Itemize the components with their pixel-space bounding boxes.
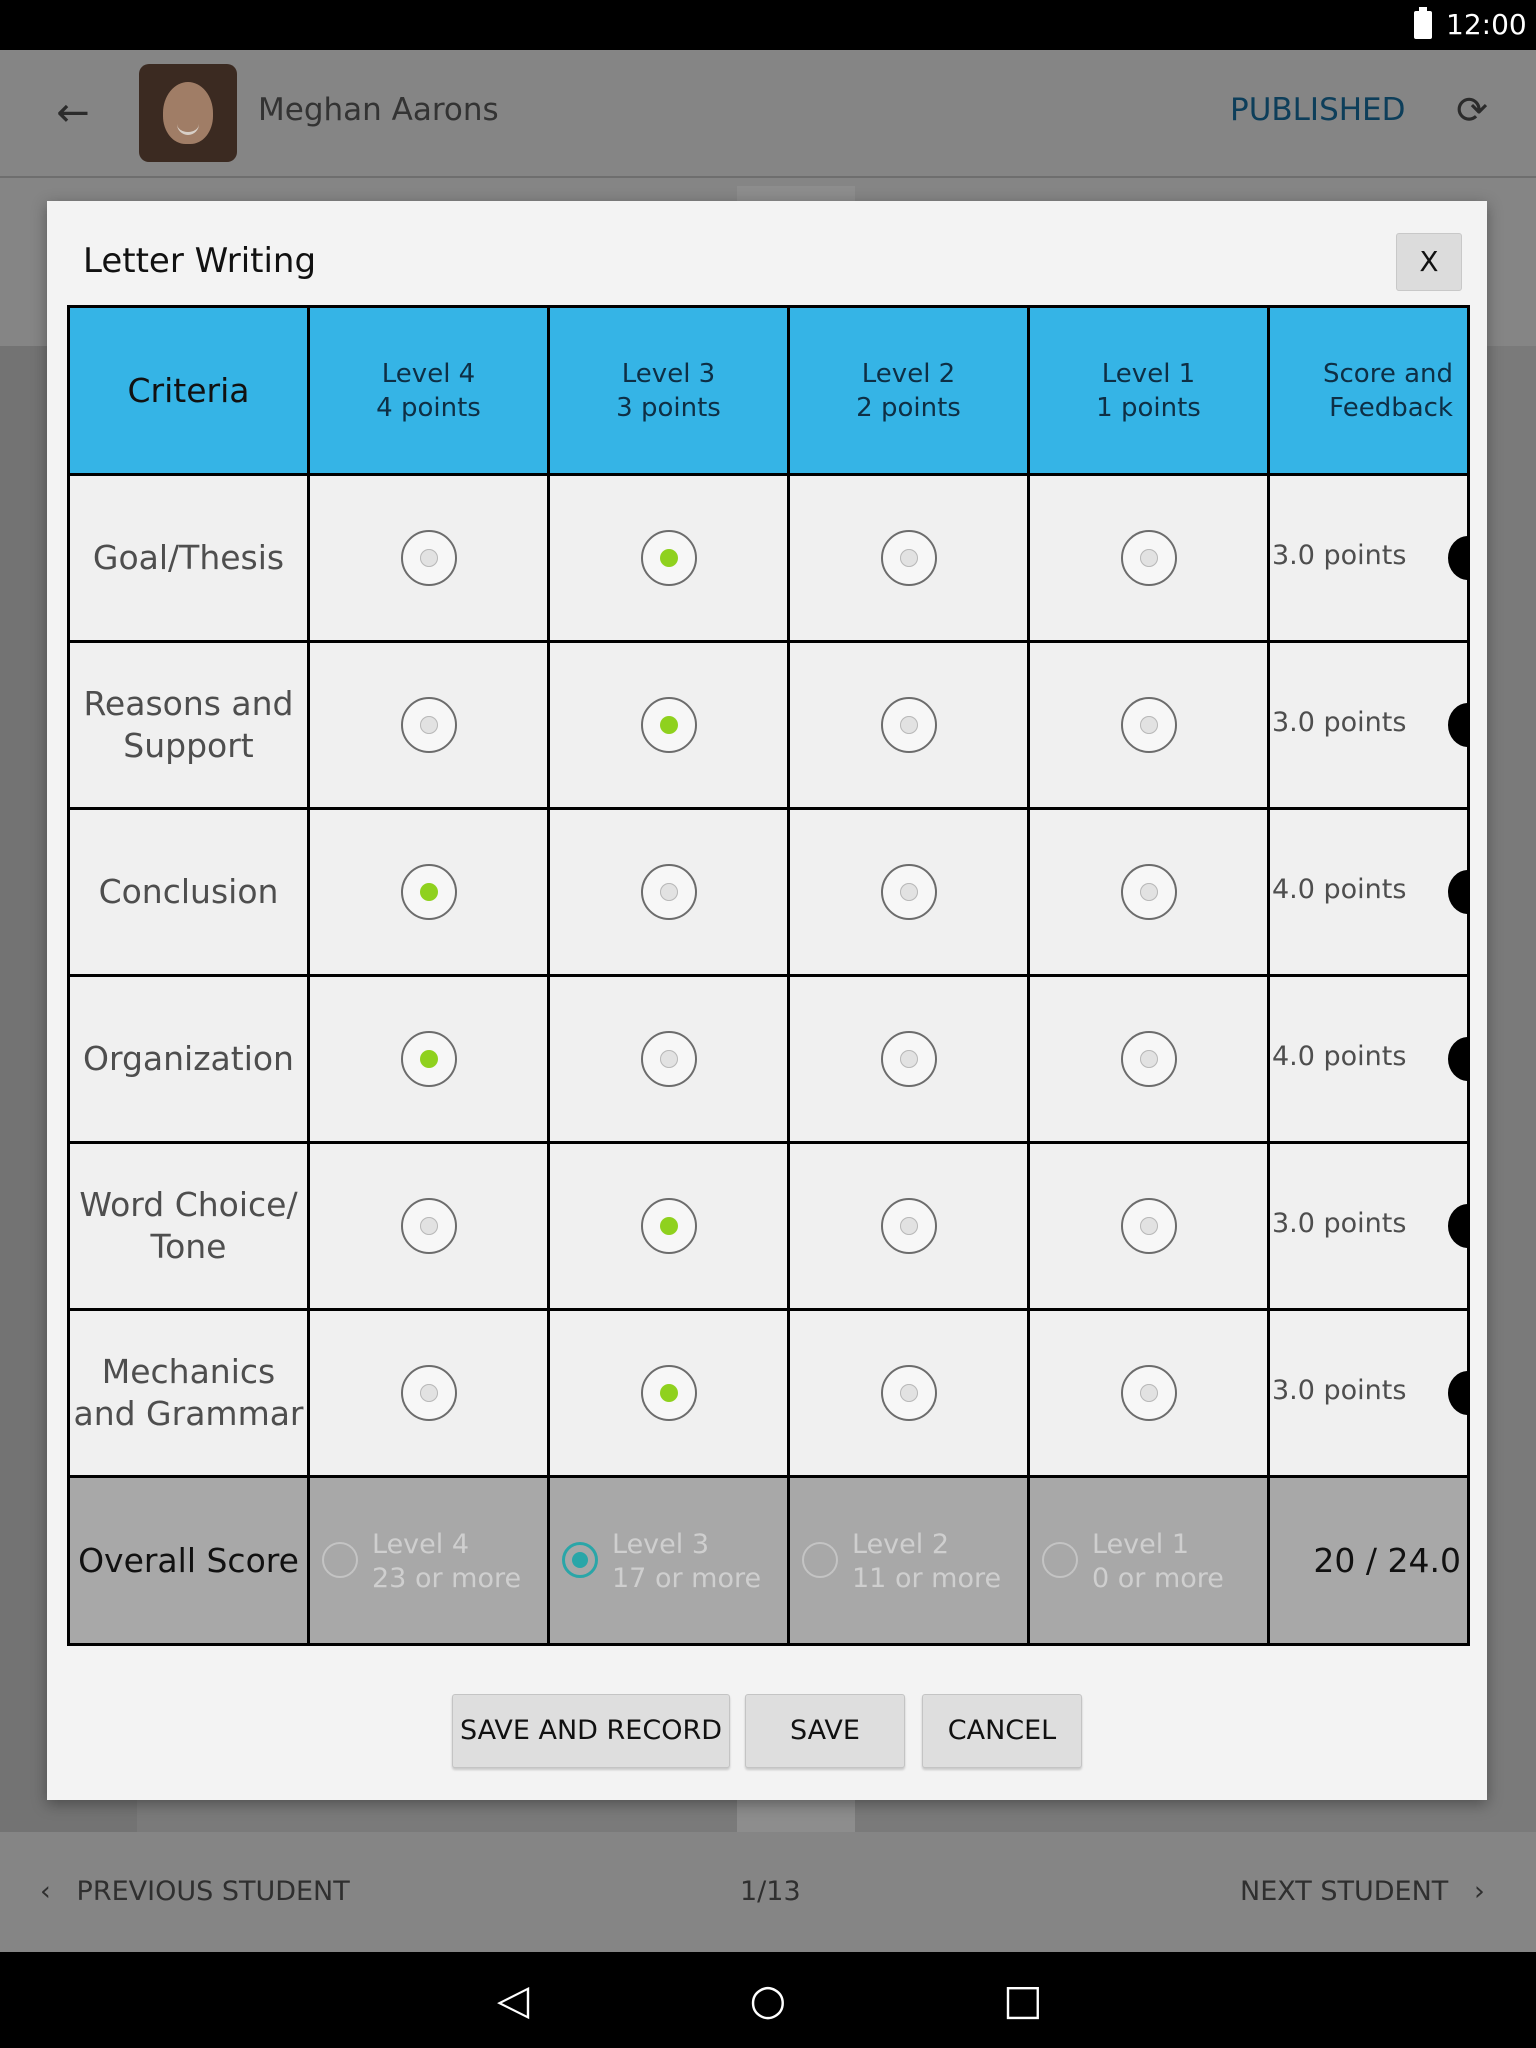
overall-level-option[interactable] bbox=[309, 1477, 549, 1645]
overall-level-threshold: 23 or more bbox=[372, 1563, 522, 1594]
level-radio[interactable] bbox=[881, 1198, 937, 1254]
criteria-name bbox=[69, 1143, 309, 1310]
score-feedback-header bbox=[1269, 307, 1469, 475]
back-arrow-icon[interactable]: ← bbox=[56, 90, 90, 136]
score-cell bbox=[1269, 976, 1469, 1143]
level-name: Level 2 bbox=[861, 358, 956, 389]
level-points: 1 points bbox=[1096, 392, 1201, 423]
bottom-navigation bbox=[0, 1832, 1536, 1952]
level-name: Level 4 bbox=[381, 358, 476, 389]
previous-student-button[interactable]: ‹ PREVIOUS STUDENT bbox=[40, 1876, 350, 1907]
level-cell[interactable] bbox=[789, 1143, 1029, 1310]
level-radio[interactable] bbox=[641, 864, 697, 920]
feedback-icon[interactable] bbox=[1448, 1371, 1469, 1415]
status-bar bbox=[0, 0, 1536, 50]
criteria-score: 4.0 points bbox=[1272, 874, 1407, 905]
level-name: Level 3 bbox=[621, 358, 716, 389]
criteria-row bbox=[69, 1310, 1469, 1477]
published-status[interactable]: PUBLISHED bbox=[1230, 92, 1406, 128]
criteria-score: 4.0 points bbox=[1272, 1041, 1407, 1072]
level-radio[interactable] bbox=[641, 1365, 697, 1421]
criteria-score: 3.0 points bbox=[1272, 540, 1407, 571]
level-cell[interactable] bbox=[309, 475, 549, 642]
level-radio[interactable] bbox=[641, 1031, 697, 1087]
score-cell bbox=[1269, 809, 1469, 976]
overall-level-radio[interactable] bbox=[322, 1542, 358, 1578]
level-radio[interactable] bbox=[1121, 530, 1177, 586]
app-bar bbox=[0, 50, 1536, 178]
level-cell[interactable] bbox=[549, 1310, 789, 1477]
level-points: 2 points bbox=[856, 392, 961, 423]
criteria-row bbox=[69, 642, 1469, 809]
level-radio[interactable] bbox=[641, 697, 697, 753]
level-radio[interactable] bbox=[401, 1198, 457, 1254]
criteria-name-line2: Support bbox=[123, 726, 254, 765]
level-cell[interactable] bbox=[549, 475, 789, 642]
level-name: Level 1 bbox=[1101, 358, 1196, 389]
feedback-icon[interactable] bbox=[1448, 536, 1469, 580]
level-cell[interactable] bbox=[789, 809, 1029, 976]
criteria-name bbox=[69, 642, 309, 809]
overall-level-option[interactable] bbox=[1029, 1477, 1269, 1645]
next-student-label: NEXT STUDENT bbox=[1240, 1876, 1449, 1907]
level-cell[interactable] bbox=[1029, 475, 1269, 642]
dialog-title: Letter Writing bbox=[83, 241, 317, 281]
level-radio[interactable] bbox=[881, 1365, 937, 1421]
criteria-row bbox=[69, 976, 1469, 1143]
level-header bbox=[549, 307, 789, 475]
overall-level-threshold: 11 or more bbox=[852, 1563, 1002, 1594]
criteria-name-line1: Reasons and bbox=[83, 684, 294, 723]
criteria-score: 3.0 points bbox=[1272, 1208, 1407, 1239]
criteria-name-line2: and Grammar bbox=[73, 1394, 304, 1433]
level-cell[interactable] bbox=[789, 642, 1029, 809]
battery-icon bbox=[1414, 11, 1432, 39]
level-cell[interactable] bbox=[549, 976, 789, 1143]
feedback-icon[interactable] bbox=[1448, 1037, 1469, 1081]
criteria-name-line1: Word Choice/ bbox=[79, 1185, 298, 1224]
avatar bbox=[139, 64, 237, 162]
level-radio[interactable] bbox=[1121, 697, 1177, 753]
sync-icon[interactable]: ⟳ bbox=[1456, 88, 1488, 132]
level-cell[interactable] bbox=[1029, 642, 1269, 809]
level-radio[interactable] bbox=[881, 864, 937, 920]
criteria-name-line1: Organization bbox=[83, 1039, 294, 1078]
overall-level-radio[interactable] bbox=[1042, 1542, 1078, 1578]
overall-level-option[interactable] bbox=[549, 1477, 789, 1645]
level-cell[interactable] bbox=[309, 1143, 549, 1310]
level-radio[interactable] bbox=[881, 1031, 937, 1087]
level-radio[interactable] bbox=[1121, 1365, 1177, 1421]
level-radio[interactable] bbox=[1121, 864, 1177, 920]
feedback-icon[interactable] bbox=[1448, 870, 1469, 914]
criteria-name-line1: Goal/Thesis bbox=[92, 538, 285, 577]
previous-student-label: PREVIOUS STUDENT bbox=[76, 1876, 350, 1907]
level-cell[interactable] bbox=[1029, 976, 1269, 1143]
overall-score-row bbox=[69, 1477, 1469, 1645]
overall-level-radio[interactable] bbox=[802, 1542, 838, 1578]
level-cell[interactable] bbox=[1029, 809, 1269, 976]
level-cell[interactable] bbox=[549, 809, 789, 976]
nav-back-icon[interactable]: ◁ bbox=[496, 1975, 530, 2024]
level-radio[interactable] bbox=[641, 530, 697, 586]
score-header-line2: Feedback bbox=[1329, 392, 1453, 423]
nav-recents-icon[interactable]: □ bbox=[1003, 1975, 1043, 2024]
feedback-icon[interactable] bbox=[1448, 703, 1469, 747]
overall-total-score: 20 / 24.0 bbox=[1269, 1477, 1469, 1645]
level-cell[interactable] bbox=[549, 1143, 789, 1310]
level-radio[interactable] bbox=[1121, 1198, 1177, 1254]
criteria-name-line1: Mechanics bbox=[101, 1352, 276, 1391]
criteria-row bbox=[69, 1143, 1469, 1310]
status-time: 12:00 bbox=[1446, 8, 1527, 41]
criteria-row bbox=[69, 475, 1469, 642]
level-cell[interactable] bbox=[309, 976, 549, 1143]
overall-level-radio[interactable] bbox=[562, 1542, 598, 1578]
overall-level-name: Level 1 bbox=[1092, 1529, 1190, 1560]
criteria-score: 3.0 points bbox=[1272, 707, 1407, 738]
score-cell bbox=[1269, 642, 1469, 809]
rubric-table bbox=[67, 305, 1470, 1646]
level-header bbox=[1029, 307, 1269, 475]
nav-home-icon[interactable]: ○ bbox=[749, 1975, 787, 2024]
criteria-name bbox=[69, 1310, 309, 1477]
criteria-score: 3.0 points bbox=[1272, 1375, 1407, 1406]
level-radio[interactable] bbox=[881, 530, 937, 586]
level-radio[interactable] bbox=[401, 1365, 457, 1421]
level-radio[interactable] bbox=[401, 1031, 457, 1087]
cancel-button[interactable]: CANCEL bbox=[922, 1694, 1082, 1768]
level-cell[interactable] bbox=[789, 976, 1029, 1143]
rubric-dialog bbox=[47, 201, 1487, 1800]
overall-level-name: Level 4 bbox=[372, 1529, 470, 1560]
criteria-name-line1: Conclusion bbox=[98, 872, 279, 911]
save-and-record-button[interactable]: SAVE AND RECORD bbox=[452, 1694, 730, 1768]
score-cell bbox=[1269, 1310, 1469, 1477]
system-nav-bar bbox=[0, 1952, 1536, 2048]
level-cell[interactable] bbox=[309, 642, 549, 809]
level-radio[interactable] bbox=[881, 697, 937, 753]
overall-level-name: Level 3 bbox=[612, 1529, 710, 1560]
criteria-header: Criteria bbox=[69, 307, 309, 475]
criteria-name-line2: Tone bbox=[150, 1227, 227, 1266]
level-cell[interactable] bbox=[309, 1310, 549, 1477]
criteria-name bbox=[69, 809, 309, 976]
score-cell bbox=[1269, 475, 1469, 642]
level-radio[interactable] bbox=[641, 1198, 697, 1254]
overall-level-threshold: 0 or more bbox=[1092, 1563, 1224, 1594]
level-radio[interactable] bbox=[401, 864, 457, 920]
criteria-name bbox=[69, 976, 309, 1143]
criteria-row bbox=[69, 809, 1469, 976]
overall-level-threshold: 17 or more bbox=[612, 1563, 762, 1594]
level-points: 4 points bbox=[376, 392, 481, 423]
overall-level-name: Level 2 bbox=[852, 1529, 950, 1560]
level-cell[interactable] bbox=[789, 1310, 1029, 1477]
next-student-button[interactable]: NEXT STUDENT › bbox=[1240, 1876, 1485, 1907]
level-radio[interactable] bbox=[1121, 1031, 1177, 1087]
feedback-icon[interactable] bbox=[1448, 1204, 1469, 1248]
student-name: Meghan Aarons bbox=[258, 92, 499, 128]
level-points: 3 points bbox=[616, 392, 721, 423]
overall-score-label: Overall Score bbox=[69, 1477, 309, 1645]
score-cell bbox=[1269, 1143, 1469, 1310]
save-button[interactable]: SAVE bbox=[745, 1694, 905, 1768]
level-cell[interactable] bbox=[1029, 1310, 1269, 1477]
level-cell[interactable] bbox=[1029, 1143, 1269, 1310]
level-cell[interactable] bbox=[789, 475, 1029, 642]
rubric-header-row bbox=[69, 307, 1469, 475]
level-header bbox=[789, 307, 1029, 475]
level-cell[interactable] bbox=[309, 809, 549, 976]
criteria-name bbox=[69, 475, 309, 642]
close-button[interactable]: X bbox=[1396, 233, 1462, 291]
score-header-line1: Score and bbox=[1323, 358, 1453, 389]
overall-level-option[interactable] bbox=[789, 1477, 1029, 1645]
student-counter: 1/13 bbox=[740, 1876, 801, 1907]
level-cell[interactable] bbox=[549, 642, 789, 809]
level-radio[interactable] bbox=[401, 697, 457, 753]
level-radio[interactable] bbox=[401, 530, 457, 586]
level-header bbox=[309, 307, 549, 475]
